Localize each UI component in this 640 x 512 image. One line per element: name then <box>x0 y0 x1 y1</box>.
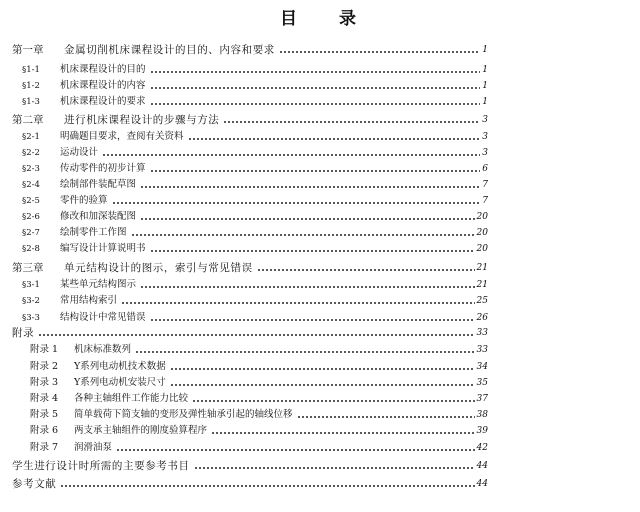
toc-leader-dots <box>131 234 475 236</box>
toc-section-entry[interactable] <box>0 145 640 159</box>
toc-chapter-entry[interactable] <box>0 42 640 56</box>
toc-entry-number: §3-1 <box>22 280 40 290</box>
toc-section-entry[interactable] <box>0 293 640 307</box>
toc-appendix-entry[interactable] <box>0 423 640 437</box>
toc-leader-dots <box>150 71 481 73</box>
toc-entry-number: §2-7 <box>22 228 40 238</box>
toc-entry-number: §2-8 <box>22 244 40 254</box>
toc-entry-title: 各种主轴组件工作能力比较 <box>74 393 189 404</box>
toc-leader-dots <box>121 302 475 304</box>
toc-entry-number: 附录 2 <box>30 361 59 372</box>
toc-page-number: 20 <box>476 212 488 222</box>
toc-entry-title: 进行机床课程设计的步骤与方法 <box>64 114 220 126</box>
toc-leader-dots <box>150 170 481 172</box>
toc-chapter-entry[interactable] <box>0 260 640 274</box>
toc-page-number: 20 <box>476 244 488 254</box>
toc-page-number: 3 <box>482 132 488 142</box>
toc-entry-title: 单元结构设计的图示，索引与常见错误 <box>64 262 253 274</box>
toc-page-number: 6 <box>482 164 488 174</box>
toc-page-number: 7 <box>482 196 488 206</box>
toc-entry-number: §2-1 <box>22 132 40 142</box>
toc-leader-dots <box>297 416 475 418</box>
toc-entry-title: 机床课程设计的内容 <box>60 80 146 91</box>
toc-entry-title: 某些单元结构图示 <box>60 279 137 290</box>
toc-entry-title: 机床课程设计的目的 <box>60 64 146 75</box>
toc-entry-number: §1-3 <box>22 97 40 107</box>
toc-section-entry[interactable] <box>0 62 640 76</box>
toc-entry-title: 机床课程设计的要求 <box>60 96 146 107</box>
toc-entry-title: 明确题目要求，查阅有关资料 <box>60 131 184 142</box>
toc-appendix-entry[interactable] <box>0 391 640 405</box>
toc-section-entry[interactable] <box>0 225 640 239</box>
toc-page-number: 1 <box>482 97 488 107</box>
toc-entry-number: 第一章 <box>12 44 44 56</box>
toc-leader-dots <box>192 400 475 402</box>
toc-leader-dots <box>170 384 475 386</box>
toc-entry-title: Y系列电动机技术数据 <box>74 361 166 372</box>
toc-section-entry[interactable] <box>0 209 640 223</box>
toc-leader-dots <box>102 154 480 156</box>
toc-section-entry[interactable] <box>0 277 640 291</box>
toc-leader-dots <box>38 334 474 336</box>
toc-page-number: 3 <box>482 148 488 158</box>
toc-page-number: 34 <box>476 362 488 372</box>
toc-leader-dots <box>257 269 475 271</box>
toc-leader-dots <box>140 218 475 220</box>
toc-leader-dots <box>116 449 475 451</box>
toc-leader-dots <box>150 250 475 252</box>
toc-section-entry[interactable] <box>0 94 640 108</box>
toc-leader-dots <box>112 202 481 204</box>
toc-entry-title: 编写设计计算说明书 <box>60 243 146 254</box>
toc-entry-number: §2-6 <box>22 212 40 222</box>
toc-entry-number: 第二章 <box>12 114 44 126</box>
toc-page-number: 3 <box>482 115 488 125</box>
toc-page-number: 20 <box>476 228 488 238</box>
toc-leader-dots <box>223 121 480 123</box>
toc-entry-number: §2-5 <box>22 196 40 206</box>
toc-page-number: 35 <box>476 378 488 388</box>
toc-section-entry[interactable] <box>0 177 640 191</box>
toc-leader-dots <box>150 103 481 105</box>
toc-page-number: 26 <box>476 313 488 323</box>
toc-page-number: 33 <box>476 345 488 355</box>
toc-entry-title: 机床标准数列 <box>74 344 132 355</box>
toc-entry-number: 附录 5 <box>30 409 59 420</box>
toc-leader-dots <box>135 351 475 353</box>
toc-section-entry[interactable] <box>0 78 640 92</box>
toc-page-number: 7 <box>482 180 488 190</box>
toc-entry-title: 两支承主轴组件的刚度验算程序 <box>74 425 208 436</box>
toc-chapter-entry[interactable] <box>0 476 640 490</box>
toc-entry-number: §1-1 <box>22 65 40 75</box>
toc-leader-dots <box>188 138 481 140</box>
toc-entry-title: 附录 <box>12 327 35 339</box>
toc-page-number: 1 <box>482 65 488 75</box>
toc-appendix-entry[interactable] <box>0 359 640 373</box>
toc-entry-title: 学生进行设计时所需的主要参考书目 <box>12 460 190 472</box>
toc-page-number: 39 <box>476 426 488 436</box>
toc-entry-number: §1-2 <box>22 81 40 91</box>
toc-entry-number: 附录 1 <box>30 344 59 355</box>
toc-entry-title: 常用结构索引 <box>60 295 118 306</box>
toc-page-number: 44 <box>476 461 488 471</box>
toc-section-entry[interactable] <box>0 161 640 175</box>
toc-entry-number: §3-2 <box>22 296 40 306</box>
toc-page-number: 1 <box>482 45 488 55</box>
toc-appendix-entry[interactable] <box>0 407 640 421</box>
toc-page-number: 1 <box>482 81 488 91</box>
toc-leader-dots <box>279 51 480 53</box>
toc-entry-number: 附录 3 <box>30 377 59 388</box>
toc-page-number: 42 <box>476 443 488 453</box>
toc-appendix-entry[interactable] <box>0 440 640 454</box>
toc-page-number: 44 <box>476 479 488 489</box>
toc-leader-dots <box>211 432 475 434</box>
toc-leader-dots <box>150 319 475 321</box>
toc-entry-title: 参考文献 <box>12 478 57 490</box>
toc-entry-title: 金属切削机床课程设计的目的、内容和要求 <box>64 44 275 56</box>
toc-section-entry[interactable] <box>0 129 640 143</box>
toc-page-number: 21 <box>476 263 488 273</box>
toc-appendix-entry[interactable] <box>0 375 640 389</box>
toc-chapter-entry[interactable] <box>0 458 640 472</box>
toc-leader-dots <box>170 368 475 370</box>
toc-entry-title: 简单载荷下简支轴的变形及弹性轴承引起的轴线位移 <box>74 409 293 420</box>
toc-entry-number: 附录 4 <box>30 393 59 404</box>
toc-page-number: 25 <box>476 296 488 306</box>
toc-leader-dots <box>150 87 481 89</box>
toc-page-number: 38 <box>476 410 488 420</box>
toc-chapter-entry[interactable] <box>0 325 640 339</box>
toc-leader-dots <box>140 286 475 288</box>
toc-entry-title: 绘制零件工作图 <box>60 227 127 238</box>
toc-entry-title: 运动设计 <box>60 147 99 158</box>
toc-leader-dots <box>140 186 480 188</box>
toc-leader-dots <box>60 485 474 487</box>
toc-entry-number: §2-2 <box>22 148 40 158</box>
toc-entry-title: 润滑油泵 <box>74 442 113 453</box>
toc-entry-number: §2-4 <box>22 180 40 190</box>
toc-entry-number: 附录 6 <box>30 425 59 436</box>
toc-entry-number: 附录 7 <box>30 442 59 453</box>
toc-section-entry[interactable] <box>0 241 640 255</box>
page-title: 目 录 <box>280 9 374 29</box>
toc-page-number: 21 <box>476 280 488 290</box>
toc-entry-number: §2-3 <box>22 164 40 174</box>
toc-entry-number: §3-3 <box>22 313 40 323</box>
toc-entry-title: 传动零件的初步计算 <box>60 163 146 174</box>
toc-section-entry[interactable] <box>0 310 640 324</box>
toc-entry-title: 零件的验算 <box>60 195 108 206</box>
toc-entry-title: 修改和加深装配图 <box>60 211 137 222</box>
toc-section-entry[interactable] <box>0 193 640 207</box>
toc-chapter-entry[interactable] <box>0 112 640 126</box>
toc-entry-title: Y系列电动机安装尺寸 <box>74 377 166 388</box>
toc-entry-title: 绘制部件装配草图 <box>60 179 137 190</box>
toc-appendix-entry[interactable] <box>0 342 640 356</box>
toc-page-number: 33 <box>476 328 488 338</box>
toc-leader-dots <box>194 467 475 469</box>
toc-entry-title: 结构设计中常见错误 <box>60 312 146 323</box>
toc-page-number: 37 <box>476 394 488 404</box>
toc-entry-number: 第三章 <box>12 262 44 274</box>
